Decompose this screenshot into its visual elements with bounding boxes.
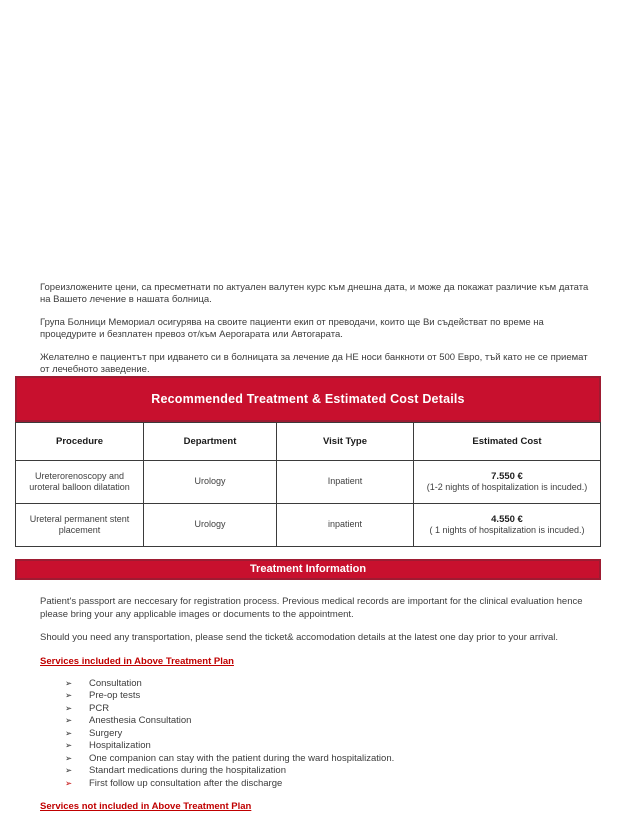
procedure-cell: Ureterorenoscopy and uroteral balloon dilatation <box>16 461 144 504</box>
cost-table-header-row <box>16 423 601 461</box>
estimated-cost-cell <box>414 461 601 504</box>
cost-value: 4.550 € <box>491 513 523 525</box>
services-not-included-heading: Services not included in Above Treatment Plan <box>40 801 252 812</box>
cost-note: ( 1 nights of hospitalization is incuded.) <box>429 525 585 535</box>
list-item-label: One companion can stay with the patient during the ward hospitalization. <box>89 752 395 764</box>
list-item <box>65 740 601 753</box>
arrow-bullet-icon: ➢ <box>65 778 73 789</box>
list-item-label: Surgery <box>89 727 123 739</box>
estimated-cost-cell <box>414 504 601 547</box>
list-item-label: Hospitalization <box>89 740 151 751</box>
visit-type-cell: inpatient <box>277 504 414 547</box>
column-header: Procedure <box>16 423 144 461</box>
arrow-bullet-icon: ➢ <box>65 678 73 689</box>
department-cell: Urology <box>144 461 277 504</box>
document-content <box>15 282 601 812</box>
list-item-label: PCR <box>89 702 110 714</box>
arrow-bullet-icon: ➢ <box>65 766 73 776</box>
arrow-bullet-icon: ➢ <box>65 741 73 751</box>
list-item <box>65 690 601 703</box>
treatment-info-paragraphs <box>15 596 601 645</box>
arrow-bullet-icon: ➢ <box>65 691 73 701</box>
list-item <box>65 753 601 766</box>
table-row <box>16 461 601 504</box>
column-header: Department <box>144 423 277 461</box>
list-item-label: Standart medications during the hospitalization <box>89 765 286 776</box>
intro-paragraph: Група Болници Мемориал осигурява на своите пациенти екип от преводачи, които ще Ви съдействат по време на процедурите и безплатен превоз от/към Аерогарата или Автогарата. <box>40 317 544 340</box>
list-item <box>65 715 601 728</box>
list-item <box>65 765 601 778</box>
arrow-bullet-icon: ➢ <box>65 728 73 739</box>
arrow-bullet-icon: ➢ <box>65 753 73 764</box>
visit-type-cell: Inpatient <box>277 461 414 504</box>
list-item-label: Consultation <box>89 677 142 689</box>
list-item <box>65 728 601 741</box>
intro-paragraph: Гореизложените цени, са пресметнати по актуален валутен курс към днешна дата, и може да покажат различие към датата на Вашето лечение в нашата болница. <box>40 282 589 305</box>
department-cell: Urology <box>144 504 277 547</box>
procedure-cell: Ureteral permanent stent placement <box>16 504 144 547</box>
info-paragraph: Should you need any transportation, please send the ticket& accomodation details at the latest one day prior to your arrival. <box>40 632 559 643</box>
arrow-bullet-icon: ➢ <box>65 703 73 714</box>
treatment-info-title: Treatment Information <box>15 559 601 580</box>
cost-section-title: Recommended Treatment & Estimated Cost Details <box>15 376 601 422</box>
list-item <box>65 778 601 791</box>
cost-value: 7.550 € <box>491 470 523 482</box>
list-item-label: Anesthesia Consultation <box>89 715 192 726</box>
column-header: Estimated Cost <box>414 423 601 461</box>
intro-paragraph: Желателно е пациентът при идването си в болницата за лечение да НЕ носи банкноти от 500 Евро, тъй като не се приемат от лечебното заведение. <box>40 352 588 375</box>
arrow-bullet-icon: ➢ <box>65 716 73 726</box>
column-header: Visit Type <box>277 423 414 461</box>
cost-table <box>15 422 601 547</box>
services-included-heading: Services included in Above Treatment Plan <box>40 655 234 667</box>
list-item-label: Pre-op tests <box>89 690 141 701</box>
cost-note: (1-2 nights of hospitalization is incuded.) <box>426 482 588 492</box>
services-included-list <box>15 678 601 791</box>
list-item <box>65 678 601 691</box>
info-paragraph: Patient's passport are neccesary for registration process. Previous medical records are important for the clinical evaluation hence please bring your any applicable images or documents to the appointment. <box>40 596 583 620</box>
intro-paragraphs <box>15 282 601 376</box>
table-row <box>16 504 601 547</box>
cost-table-body <box>16 461 601 547</box>
list-item <box>65 703 601 716</box>
cost-table-head <box>16 423 601 461</box>
list-item-label: First follow up consultation after the discharge <box>89 777 283 789</box>
